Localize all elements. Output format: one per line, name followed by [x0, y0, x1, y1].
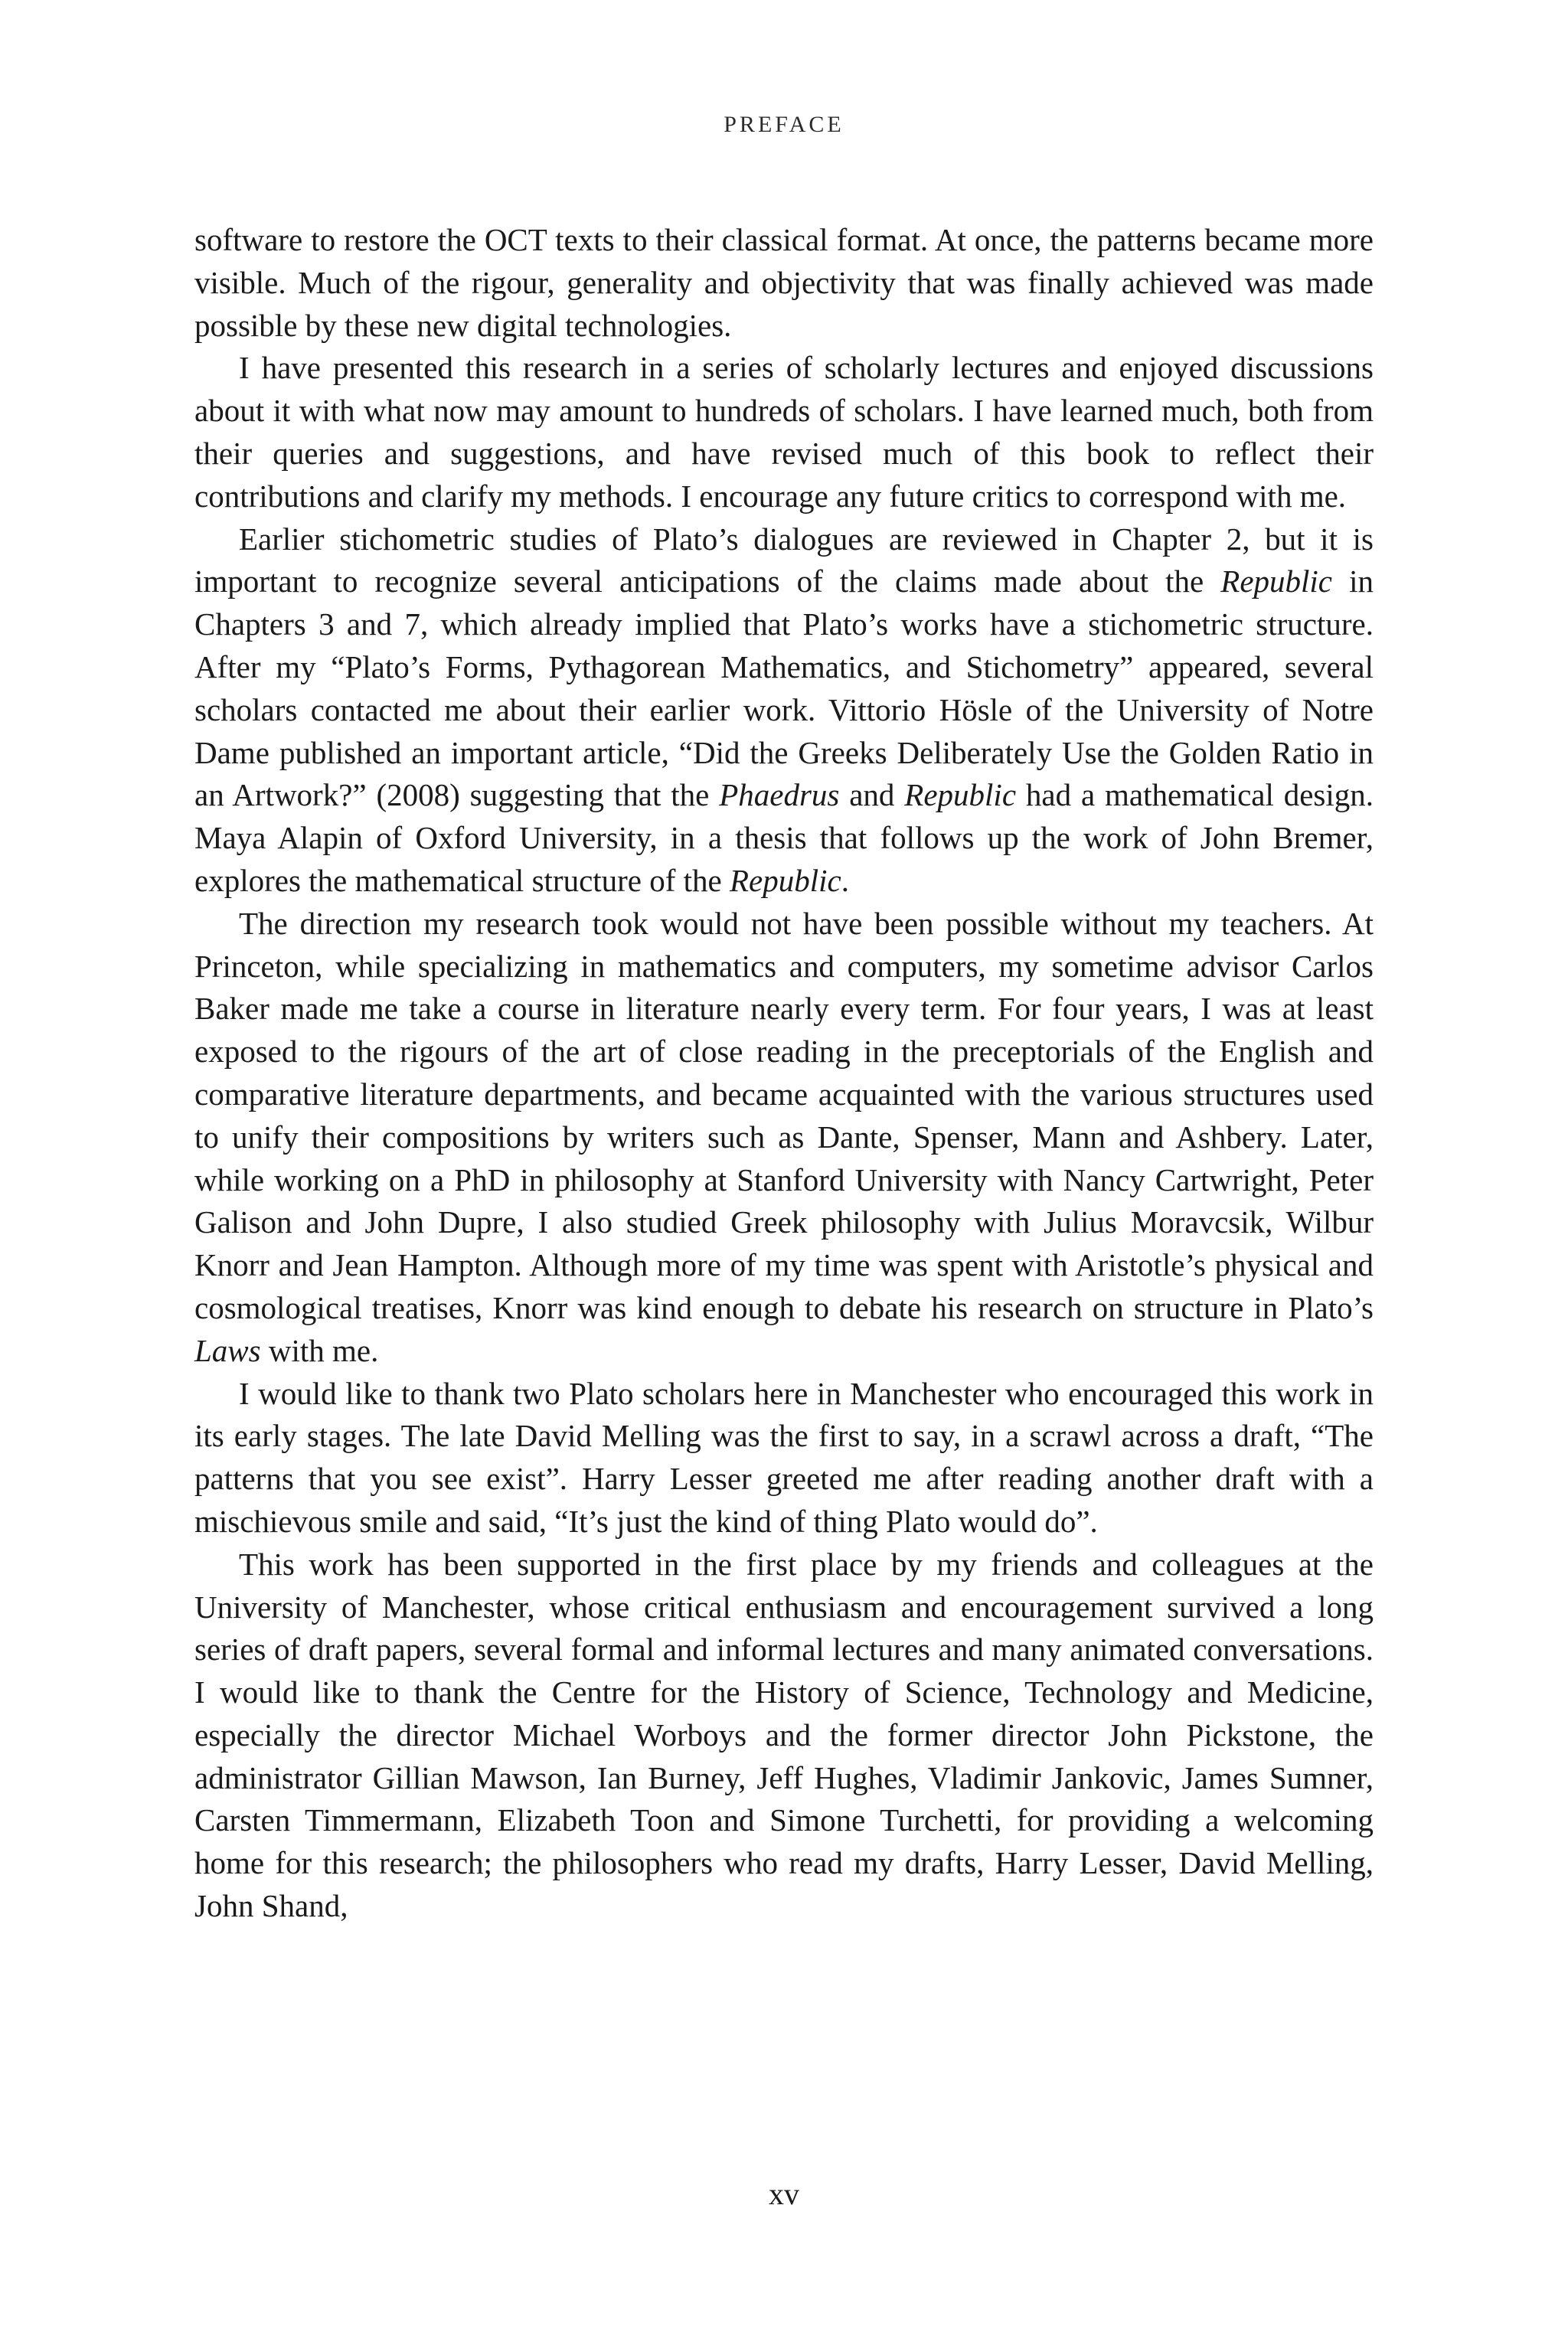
paragraph-2	[194, 347, 1374, 518]
paragraph-6	[194, 1544, 1374, 1928]
text-run: This work has been supported in the first place by my friends and colleagues at the University of Manchester, whose critical enthusiasm and encouragement survived a long series of draft papers, several formal and informal lectures and many animated conversations. I would like to thank the Centre for the History of Science, Technology and Medicine, especially the director Michael Worboys and the former director John Pickstone, the administrator Gillian Mawson, Ian Burney, Jeff Hughes, Vladimir Jankovic, James Sumner, Carsten Timmermann, Elizabeth Toon and Simone Turchetti, for providing a welcoming home for this research; the philosophers who read my drafts, Harry Lesser, David Melling, John Shand,	[194, 1546, 1374, 1924]
text-run: and	[839, 777, 905, 813]
italic-title: Republic	[1220, 564, 1333, 599]
text-run: in Chapters 3 and 7, which already implied that Plato’s works have a stichometric structure. After my “Plato’s Forms, Pythagorean Mathematics, and Stichometry” appeared, several scholars contacted me about their earlier work. Vittorio Hösle of the University of Notre Dame published an important article, “Did the Greeks Deliberately Use the Golden Ratio in an Artwork?” (2008) suggesting that the	[194, 564, 1374, 813]
body-text	[194, 219, 1374, 1928]
paragraph-3	[194, 518, 1374, 903]
italic-title: Republic	[730, 862, 841, 898]
text-run: software to restore the OCT texts to their classical format. At once, the patterns became more visible. Much of the rigour, generality and objectivity that was finally achieved was made possible by these new digital technologies.	[194, 222, 1374, 343]
paragraph-1	[194, 219, 1374, 347]
italic-title: Republic	[904, 777, 1017, 813]
text-run: I would like to thank two Plato scholars here in Manchester who encouraged this work in its early stages. The late David Melling was the first to say, in a scrawl across a draft, “The patterns that you see exist”. Harry Lesser greeted me after reading another draft with a mischievous smile and said, “It’s just the kind of thing Plato would do”.	[194, 1375, 1374, 1539]
text-run: I have presented this research in a series of scholarly lectures and enjoyed discussions about it with what now may amount to hundreds of scholars. I have learned much, both from their queries and suggestions, and have revised much of this book to reflect their contributions and clarify my methods. I encourage any future critics to correspond with me.	[194, 350, 1374, 514]
text-run: The direction my research took would not have been possible without my teachers. At Princeton, while specializing in mathematics and computers, my sometime advisor Carlos Baker made me take a course in literature nearly every term. For four years, I was at least exposed to the rigours of the art of close reading in the preceptorials of the English and comparative literature departments, and became acquainted with the various structures used to unify their compositions by writers such as Dante, Spenser, Mann and Ashbery. Later, while working on a PhD in philosophy at Stanford University with Nancy Cartwright, Peter Galison and John Dupre, I also studied Greek philosophy with Julius Moravcsik, Wilbur Knorr and Jean Hampton. Although more of my time was spent with Aristotle’s physical and cosmological treatises, Knorr was kind enough to debate his research on structure in Plato’s	[194, 905, 1374, 1325]
italic-title: Phaedrus	[719, 777, 840, 813]
text-run: with me.	[260, 1332, 379, 1368]
text-run: Earlier stichometric studies of Plato’s dialogues are reviewed in Chapter 2, but it is important to recognize several anticipations of the claims made about the	[194, 521, 1374, 599]
running-head: PREFACE	[724, 112, 844, 137]
paragraph-5	[194, 1373, 1374, 1544]
italic-title: Laws	[194, 1332, 261, 1368]
text-run: .	[841, 862, 849, 898]
page-number: xv	[769, 2177, 799, 2211]
paragraph-4	[194, 903, 1374, 1373]
text-run: had a mathematical design. Maya Alapin of Oxford University, in a thesis that follows up the work of John Bremer, explores the mathematical structure of the	[194, 777, 1374, 898]
